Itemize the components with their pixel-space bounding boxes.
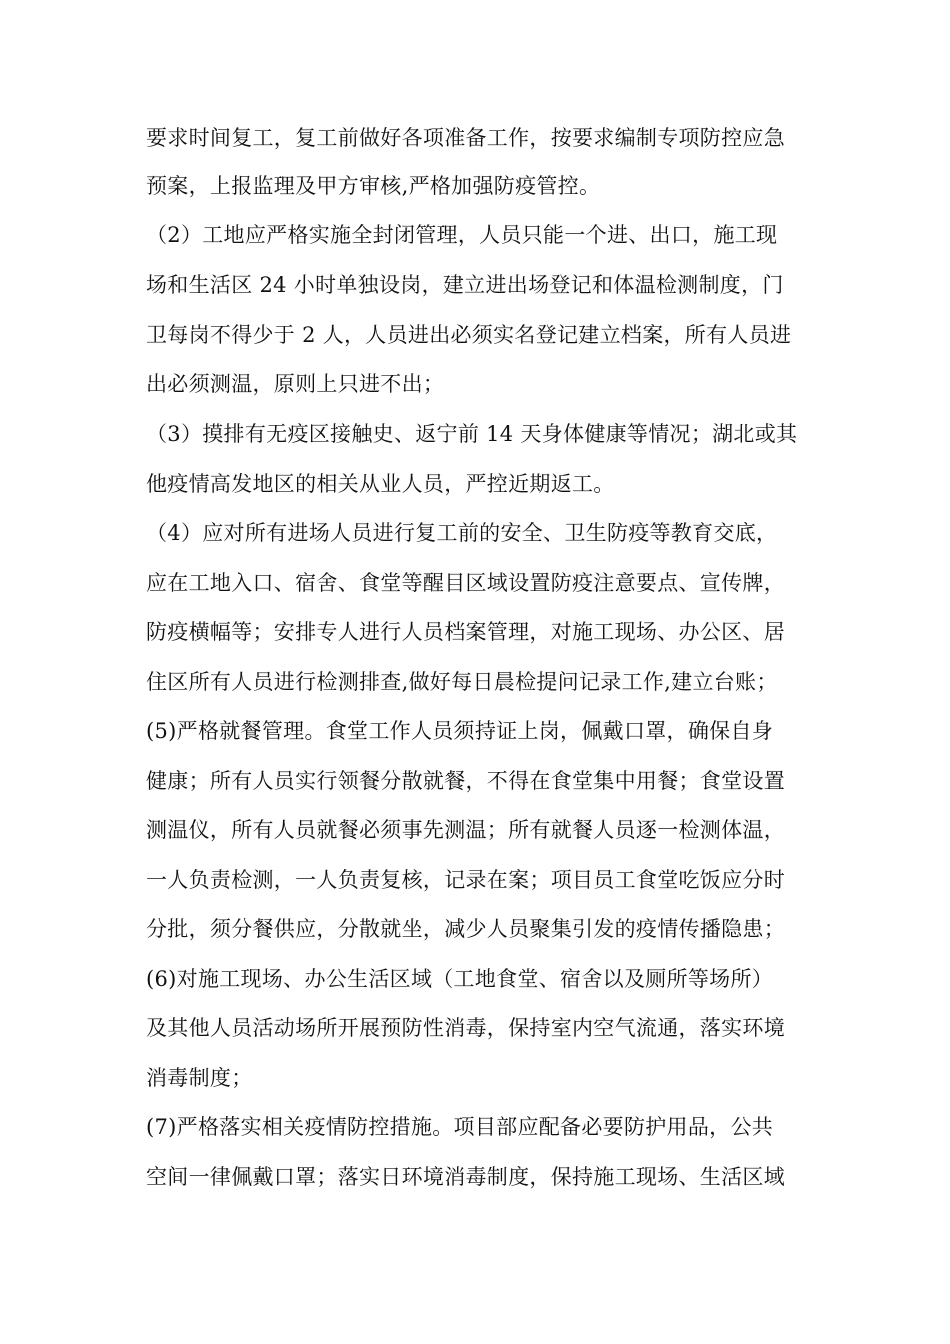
text-line-5: 卫每岗不得少于 2 人，人员进出必须实名登记建立档案，所有人员进 — [146, 323, 792, 347]
text-line-12: 住区所有人员进行检测排查,做好每日晨检提问记录工作,建立台账； — [146, 670, 778, 694]
text-line-6: 出必须测温，原则上只进不出； — [146, 372, 445, 396]
text-line-13: (5)严格就餐管理。食堂工作人员须持证上岗，佩戴口罩，确保自身 — [146, 719, 774, 743]
text-line-11: 防疫横幅等；安排专人进行人员档案管理，对施工现场、办公区、居 — [146, 620, 785, 644]
text-line-19: 及其他人员活动场所开展预防性消毒，保持室内空气流通，落实环境 — [146, 1016, 785, 1040]
text-line-2: 预案，上报监理及甲方审核,严格加强防疫管控。 — [146, 174, 601, 198]
text-line-8: 他疫情高发地区的相关从业人员，严控近期返工。 — [146, 472, 615, 496]
text-line-9: （4）应对所有进场人员进行复工前的安全、卫生防疫等教育交底， — [146, 521, 778, 545]
text-line-14: 健康；所有人员实行领餐分散就餐，不得在食堂集中用餐；食堂设置 — [146, 769, 785, 793]
text-line-18: (6)对施工现场、办公生活区域（工地食堂、宿舍以及厕所等场所） — [146, 967, 774, 991]
text-line-16: 一人负责检测，一人负责复核，记录在案；项目员工食堂吃饭应分时 — [146, 868, 785, 892]
text-line-3: （2）工地应严格实施全封闭管理，人员只能一个进、出口，施工现 — [146, 223, 778, 247]
text-line-20: 消毒制度； — [146, 1066, 253, 1090]
text-line-15: 测温仪，所有人员就餐必须事先测温；所有就餐人员逐一检测体温， — [146, 818, 785, 842]
text-line-4: 场和生活区 24 小时单独设岗，建立进出场登记和体温检测制度，门 — [146, 273, 784, 297]
text-line-21: (7)严格落实相关疫情防控措施。项目部应配备必要防护用品，公共 — [146, 1115, 774, 1139]
text-line-7: （3）摸排有无疫区接触史、返宁前 14 天身体健康等情况；湖北或其 — [146, 422, 798, 446]
text-line-10: 应在工地入口、宿舍、食堂等醒目区域设置防疫注意要点、宣传牌， — [146, 571, 785, 595]
text-line-1: 要求时间复工，复工前做好各项准备工作，按要求编制专项防控应急 — [146, 126, 785, 150]
text-line-22: 空间一律佩戴口罩；落实日环境消毒制度，保持施工现场、生活区域 — [146, 1165, 785, 1189]
text-line-17: 分批，须分餐供应，分散就坐，减少人员聚集引发的疫情传播隐患； — [146, 917, 785, 941]
